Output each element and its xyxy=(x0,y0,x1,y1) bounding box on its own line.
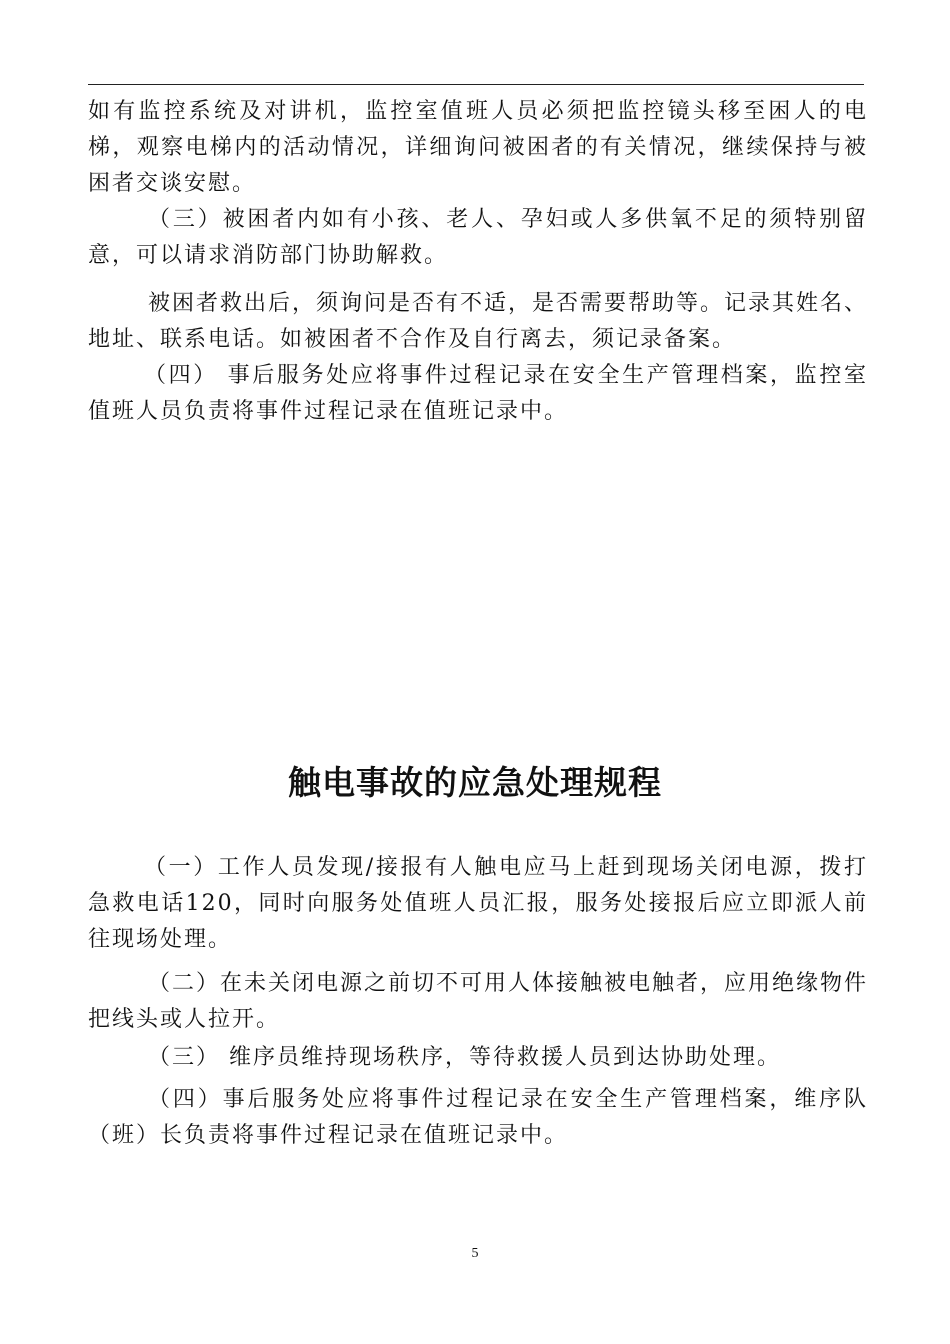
page-number: 5 xyxy=(471,1246,479,1261)
header-rule xyxy=(88,84,864,85)
paragraph-step-four: （四）事后服务处应将事件过程记录在安全生产管理档案，维序队（班）长负责将事件过程记录在值班记录中。 xyxy=(88,1087,868,1148)
paragraph-step-three: （三） 维序员维持现场秩序，等待救援人员到达协助处理。 xyxy=(148,1045,781,1070)
section-title: 触电事故的应急处理规程 xyxy=(288,763,662,802)
paragraph-monitoring: 如有监控系统及对讲机，监控室值班人员必须把监控镜头移至困人的电梯，观察电梯内的活动情况，详细询问被困者的有关情况，继续保持与被困者交谈安慰。 xyxy=(88,99,868,196)
paragraph-special-attention: （三）被困者内如有小孩、老人、孕妇或人多供氧不足的须特别留意，可以请求消防部门协助解救。 xyxy=(88,207,868,268)
paragraph-step-one: （一）工作人员发现/接报有人触电应马上赶到现场关闭电源，拨打急救电话120，同时向服务处值班人员汇报，服务处接报后应立即派人前往现场处理。 xyxy=(88,855,868,952)
paragraph-after-rescue: 被困者救出后，须询问是否有不适，是否需要帮助等。记录其姓名、地址、联系电话。如被困者不合作及自行离去，须记录备案。 xyxy=(88,291,869,352)
paragraph-step-two: （二）在未关闭电源之前切不可用人体接触被电触者，应用绝缘物件把线头或人拉开。 xyxy=(88,971,869,1032)
paragraph-record-keeping: （四） 事后服务处应将事件过程记录在安全生产管理档案，监控室值班人员负责将事件过程记录在值班记录中。 xyxy=(88,363,868,424)
